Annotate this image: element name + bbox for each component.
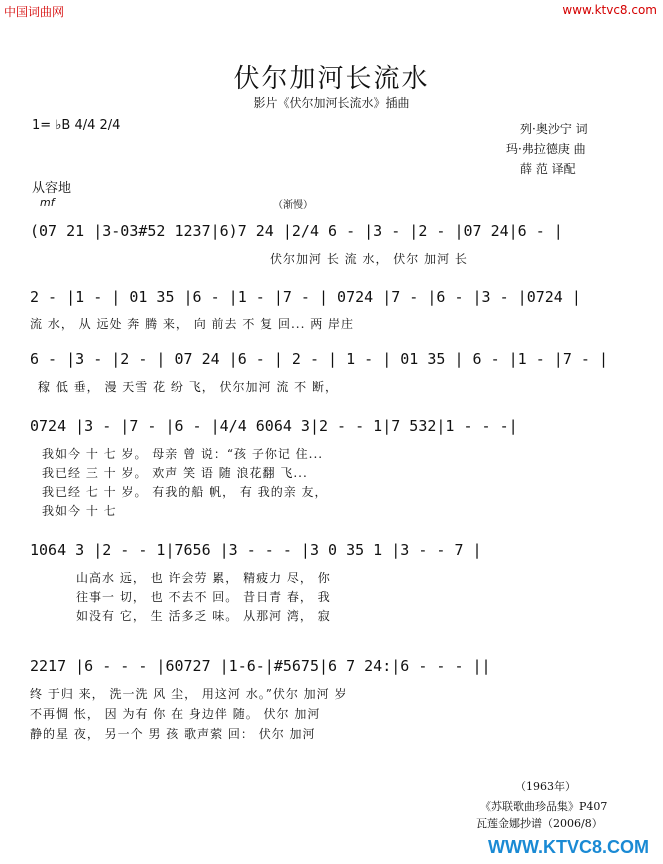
- song-subtitle: 影片《伏尔加河长流水》插曲: [253, 96, 410, 110]
- lyric-line-4-verse-2: 我已经 三 十 岁。 欢声 笑 语 随 浪花翻 飞...: [42, 466, 308, 480]
- score-line-3: 6 - |3 - |2 - | 07 24 |6 - | 2 - | 1 - | 01 35 | 6 - |1 - |7 - |: [30, 350, 608, 368]
- site-url-right[interactable]: www.ktvc8.com: [562, 3, 657, 17]
- dynamic-marking: mf: [40, 196, 55, 209]
- year-note: （1963年）: [515, 780, 576, 793]
- lyric-line-6-verse-1: 终 于归 来， 洗一洗 风 尘， 用这河 水。”伏尔 加河 岁: [30, 687, 348, 701]
- credit-lyricist: 列·奥沙宁 词: [520, 122, 588, 136]
- watermark-logo: WWW.KTVC8.COM: [488, 837, 649, 857]
- lyric-line-3-verse-1: 稼 低 垂， 漫 天雪 花 纷 飞， 伏尔加河 流 不 断，: [38, 380, 338, 394]
- lyric-line-5-verse-2: 往事一 切， 也 不去不 回。 昔日青 春， 我: [76, 590, 331, 604]
- score-line-5: 1064 3 |2 - - 1|7656 |3 - - - |3 0 35 1 |3 - - 7 |: [30, 541, 482, 559]
- key-signature: 1= ♭B 4/4 2/4: [32, 118, 121, 133]
- lyric-line-6-verse-2: 不再惆 怅， 因 为有 你 在 身边伴 随。 伏尔 加河: [30, 707, 321, 721]
- copyist-note: 瓦莲金娜抄谱（2006/8）: [476, 817, 603, 830]
- score-line-4: 0724 |3 - |7 - |6 - |4/4 6064 3|2 - - 1|7 532|1 - - -|: [30, 417, 518, 435]
- score-line-1: (07 21 |3-03#52 1237|6)7 24 |2/4 6 - |3 - |2 - |07 24|6 - |: [30, 222, 563, 240]
- lyric-line-5-verse-3: 如没有 它， 生 活多乏 味。 从那河 湾， 寂: [76, 609, 331, 623]
- expression-marking: （渐慢）: [273, 200, 313, 211]
- credit-translator: 薛 范 译配: [520, 162, 576, 176]
- lyric-line-1-verse-1: 伏尔加河 长 流 水， 伏尔 加河 长: [270, 252, 468, 266]
- lyric-line-4-verse-1: 我如今 十 七 岁。 母亲 曾 说：“孩 子你记 住...: [42, 447, 324, 461]
- score-line-6: 2217 |6 - - - |60727 |1-6-|#5675|6 7 24:|6 - - - ||: [30, 657, 491, 675]
- score-line-2: 2 - |1 - | 01 35 |6 - |1 - |7 - | 0724 |7 - |6 - |3 - |0724 |: [30, 288, 581, 306]
- source-note: 《苏联歌曲珍品集》P407: [480, 800, 608, 813]
- song-title: 伏尔加河长流水: [233, 64, 430, 94]
- credit-composer: 玛·弗拉德庚 曲: [506, 142, 586, 156]
- lyric-line-2-verse-1: 流 水， 从 远处 奔 腾 来， 向 前去 不 复 回... 两 岸庄: [30, 317, 355, 331]
- lyric-line-6-verse-3: 静的星 夜， 另一个 男 孩 歌声萦 回： 伏尔 加河: [30, 727, 316, 741]
- tempo-marking: 从容地: [32, 181, 72, 196]
- lyric-line-4-verse-3: 我已经 七 十 岁。 有我的船 帆， 有 我的亲 友，: [42, 485, 328, 499]
- lyric-line-5-verse-1: 山高水 远， 也 许会劳 累， 精疲力 尽， 你: [76, 571, 331, 585]
- site-name-left[interactable]: 中国词曲网: [4, 5, 65, 19]
- lyric-line-4-verse-4: 我如今 十 七: [42, 504, 117, 518]
